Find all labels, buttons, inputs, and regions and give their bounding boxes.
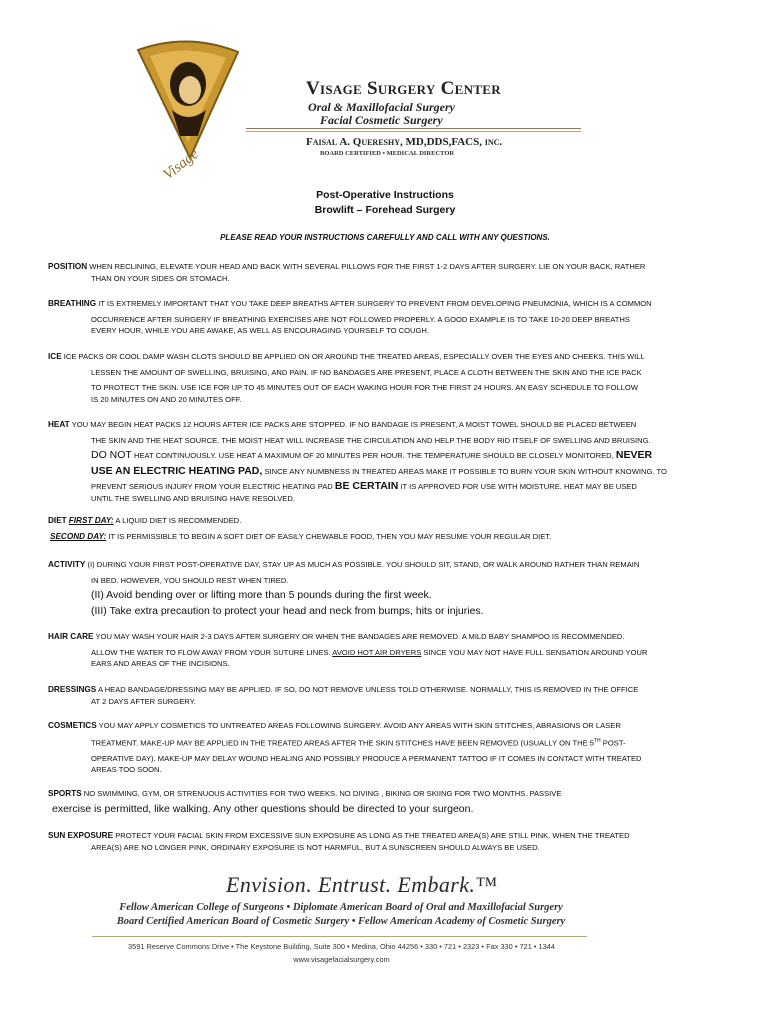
section-label: ACTIVITY	[48, 560, 86, 569]
section-label: DIET	[48, 516, 67, 525]
visage-logo-icon	[128, 38, 246, 188]
logo-text: Visage	[160, 146, 202, 184]
doctor-name: Faisal A. Quereshy, MD,DDS,FACS, inc.	[306, 136, 503, 148]
section-label: SUN EXPOSURE	[48, 831, 114, 840]
doctor-title: BOARD CERTIFIED • MEDICAL DIRECTOR	[320, 150, 455, 157]
section-label: COSMETICS	[48, 721, 97, 730]
org-subtitle-1: Oral & Maxillofacial Surgery	[308, 100, 456, 114]
section-diet: DIET FIRST DAY: A LIQUID DIET IS RECOMMENDED. SECOND DAY: IT IS PERMISSIBLE TO BEGIN A SOFT DIET OF EASILY CHEWABLE FOOD, THEN YOU MAY RESUME YOUR REGULAR DIET.	[48, 516, 552, 541]
section-label: BREATHING	[48, 299, 97, 308]
org-subtitle-2: Facial Cosmetic Surgery	[320, 113, 443, 127]
section-ice: ICE ICE PACKS OR COOL DAMP WASH CLOTS SHOULD BE APPLIED ON OR AROUND THE TREATED AREAS, ESPECIALLY OVER THE EYES AND CHEEKS. THIS WILL LESSEN THE AMOUNT OF SWELLING, BRUISING, AND PAIN. IF NO BANDAGES ARE PRESENT, PLACE A CLOTH BETWEEN THE SKIN AND THE ICE PACK TO PROTECT THE SKIN. USE ICE FOR UP TO 45 MINUTES OUT OF EACH WAKING HOUR FOR THE FIRST 24 HOURS. AN EASY SCHEDULE TO FOLLOW IS 20 MINUTES ON AND 20 MINUTES OFF.	[48, 352, 645, 404]
footer-website-link[interactable]: www.visagefacialsurgery.com	[293, 955, 390, 964]
notice-text: PLEASE READ YOUR INSTRUCTIONS CAREFULLY AND CALL WITH ANY QUESTIONS.	[220, 233, 550, 242]
section-cosmetics: COSMETICS YOU MAY APPLY COSMETICS TO UNTREATED AREAS FOLLOWING SURGERY. AVOID ANY AREAS WITH SKIN STITCHES, ABRASIONS OR LASER TREATMENT. MAKE-UP MAY BE APPLIED IN THE TREATED AREAS AFTER THE SKIN STITCHES HAVE BEEN REMOVED (USUALLY ON THE 5TH POST- OPERATIVE DAY). MAKE-UP MAY DELAY WOUND HEALING AND POSSIBLY PRODUCE A PERMANENT TATTOO IF IT COMES IN CONTACT WITH TREATED AREAS TOO SOON.	[48, 721, 642, 775]
section-dressings: DRESSINGS A HEAD BANDAGE/DRESSING MAY BE APPLIED. IF SO, DO NOT REMOVE UNLESS TOLD OTHERWISE. NORMALLY, THIS IS REMOVED IN THE OFFICE AT 2 DAYS AFTER SURGERY.	[48, 685, 639, 706]
section-breathing: BREATHING IT IS EXTREMELY IMPORTANT THAT YOU TAKE DEEP BREATHS AFTER SURGERY TO PREVENT FROM DEVELOPING PNEUMONIA, WHICH IS A COMMON OCCURRENCE AFTER SURGERY IF BREATHING EXERCISES ARE NOT FOLLOWED PROPERLY. A GOOD EXAMPLE IS TO TAKE 10-20 DEEP BREATHS EVERY HOUR, WHILE YOU ARE AWAKE, AS WELL AS ENCOURAGING YOURSELF TO COUGH.	[48, 299, 652, 336]
section-label: HEAT	[48, 420, 70, 429]
section-sports: SPORTS NO SWIMMING, GYM, OR STRENUOUS ACTIVITIES FOR TWO WEEKS. NO DIVING , BIKING OR SKIING FOR TWO MONTHS. PASSIVE exercise is permitted, like walking. Any other questions should be directed to your surgeon.	[48, 789, 562, 815]
section-position: POSITION WHEN RECLINING, ELEVATE YOUR HEAD AND BACK WITH SEVERAL PILLOWS FOR THE FIRST 1-2 DAYS AFTER SURGERY. LIE ON YOUR BACK, RATHER THAN ON YOUR SIDES OR STOMACH.	[48, 262, 646, 283]
section-label: ICE	[48, 352, 62, 361]
section-label: HAIR CARE	[48, 632, 94, 641]
section-label: SPORTS	[48, 789, 82, 798]
section-heat: HEAT YOU MAY BEGIN HEAT PACKS 12 HOURS AFTER ICE PACKS ARE STOPPED. IF NO BANDAGE IS PRESENT, A MOIST TOWEL SHOULD BE PLACED BETWEEN THE SKIN AND THE HEAT SOURCE. THE MOIST HEAT WILL INCREASE THE CIRCULATION AND HELP THE BODY RID ITSELF OF SWELLING AND BRUISING. DO NOT HEAT CONTINUOUSLY. USE HEAT A MAXIMUM OF 20 MINUTES PER HOUR. THE TEMPERATURE SHOULD BE CLOSELY MONITORED, NEVER USE AN ELECTRIC HEATING PAD, SINCE ANY NUMBNESS IN TREATED AREAS MAKE IT POSSIBLE TO BURN YOUR SKIN WITHOUT KNOWING. TO PREVENT SERIOUS INJURY FROM YOUR ELECTRIC HEATING PAD BE CERTAIN IT IS APPROVED FOR USE WITH MOISTURE. HEAT MAY BE USED UNTIL THE SWELLING AND BRUISING HAVE RESOLVED.	[48, 420, 667, 503]
org-name: Visage Surgery Center	[306, 78, 501, 99]
section-activity: ACTIVITY (I) DURING YOUR FIRST POST-OPERATIVE DAY, STAY UP AS MUCH AS POSSIBLE. YOU SHOULD SIT, STAND, OR WALK AROUND RATHER THAN REMAIN IN BED. HOWEVER, YOU SHOULD REST WHEN TIRED. (II) Avoid bending over or lifting more than 5 pounds during the first week. (III) Take extra precaution to protect your head and neck from bumps, hits or injuries.	[48, 560, 640, 617]
header-divider-2	[246, 131, 581, 132]
footer-credentials-2: Board Certified American Board of Cosmetic Surgery • Fellow American Academy of Cosmetic Surgery	[116, 916, 566, 927]
section-label: POSITION	[48, 262, 88, 271]
document-title: Post-Operative Instructions	[316, 189, 454, 201]
document-subtitle: Browlift – Forehead Surgery	[314, 204, 456, 216]
footer-address: 3591 Reserve Commons Drive • The Keystone Building, Suite 300 • Medina, Ohio 44256 • 330 • 721 • 2323 • Fax 330 • 721 • 1344	[128, 942, 555, 951]
section-hair-care: HAIR CARE YOU MAY WASH YOUR HAIR 2-3 DAYS AFTER SURGERY OR WHEN THE BANDAGES ARE REMOVED. A MILD BABY SHAMPOO IS RECOMMENDED. ALLOW THE WATER TO FLOW AWAY FROM YOUR SUTURE LINES. AVOID HOT AIR DRYERS SINCE YOU MAY NOT HAVE FULL SENSATION AROUND YOUR EARS AND AREAS OF THE INCISIONS.	[48, 632, 648, 669]
header-divider	[246, 128, 581, 129]
footer-credentials-1: Fellow American College of Surgeons • Diplomate American Board of Oral and Maxillofacial Surgery	[119, 902, 563, 913]
section-sun-exposure: SUN EXPOSURE PROTECT YOUR FACIAL SKIN FROM EXCESSIVE SUN EXPOSURE AS LONG AS THE TREATED AREA(S) ARE STILL PINK. WHEN THE TREATED AREA(S) ARE NO LONGER PINK, ORDINARY EXPOSURE IS NOT HARMFUL, BUT A SUNSCREEN SHOULD ALWAYS BE USED.	[48, 831, 630, 852]
footer-slogan: Envision. Entrust. Embark.™	[226, 872, 498, 897]
footer-divider	[92, 936, 587, 937]
section-label: DRESSINGS	[48, 685, 97, 694]
